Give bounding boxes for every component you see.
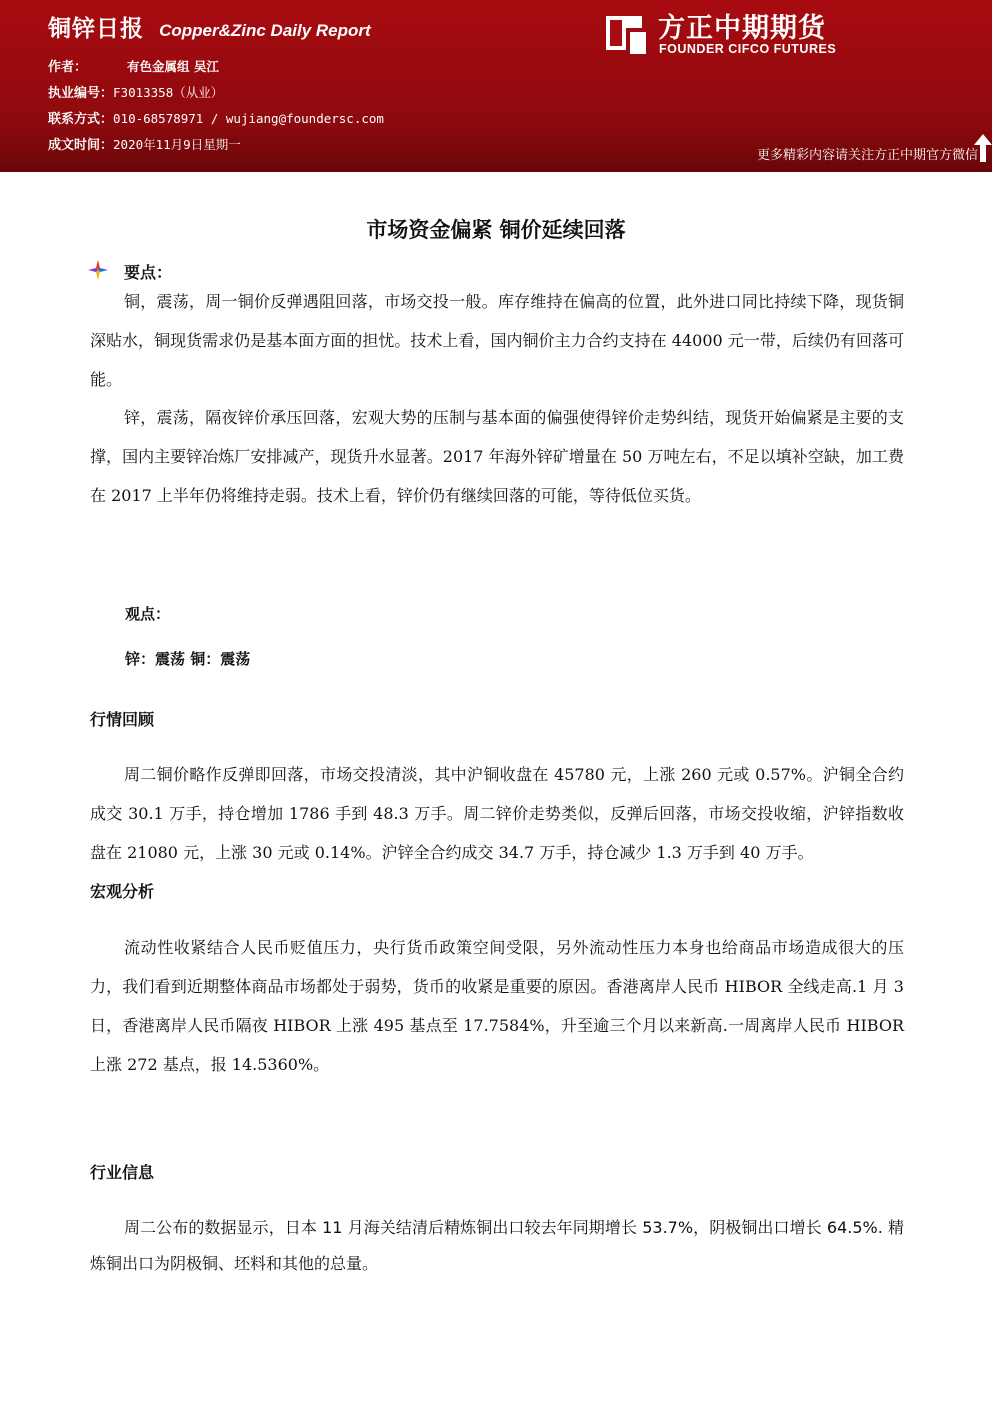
up-arrow-icon[interactable] xyxy=(974,134,992,162)
macro-text: 流动性收紧结合人民币贬值压力，央行货币政策空间受限，另外流动性压力本身也给商品市场造成很大的压力，我们看到近期整体商品市场都处于弱势，货币的收紧是重要的原因。香港离岸人民币 HIBOR 全线走高.1 月 3 日，香港离岸人民币隔夜 HIBOR 上涨 495 基点至 17.7584%，升至逾三个月以来新高.一周离岸人民币 HIBOR 上涨 272 基点，报 14.5360%。 xyxy=(90,938,904,1074)
follow-wechat-text: 更多精彩内容请关注方正中期官方微信 xyxy=(756,148,978,163)
title-en: Copper&Zinc Daily Report xyxy=(159,21,371,40)
company-logo xyxy=(602,8,862,58)
logo-name-cn: 方正中期期货 xyxy=(658,13,826,44)
macro-heading: 宏观分析 xyxy=(90,882,155,901)
contact-label: 联系方式： xyxy=(48,112,114,127)
report-title: 市场资金偏紧 铜价延续回落 xyxy=(366,218,626,242)
market-review-text: 周二铜价略作反弹即回落，市场交投清淡，其中沪铜收盘在 45780 元，上涨 260 元或 0.57%。沪铜全合约成交 30.1 万手，持仓增加 1786 手到 48.3 万手。周二锌价走势类似，反弹后回落，市场交投收缩，沪锌指数收盘在 21080 元，上涨 30 元或 0.14%。沪锌全合约成交 34.7 万手，持仓减少 1.3 万手到 40 万手。 xyxy=(90,765,904,862)
logo-name-en: FOUNDER CIFCO FUTURES xyxy=(659,42,837,56)
contact-row xyxy=(48,108,384,127)
industry-heading: 行业信息 xyxy=(90,1163,155,1182)
contact-value[interactable]: 010-68578971 / wujiang@foundersc.com xyxy=(113,111,384,126)
zinc-paragraph: 锌，震荡，隔夜锌价承压回落，宏观大势的压制与基本面的偏强使得锌价走势纠结，现货开始偏紧是主要的支撑，国内主要锌冶炼厂安排减产，现货升水显著。2017 年海外锌矿增量在 50 万吨左右，不足以填补空缺，加工费在 2017 上半年仍将维持走弱。技术上看，锌价仍有继续回落的可能，等待低位买货。 xyxy=(90,408,904,505)
license-row xyxy=(48,82,223,101)
author-label: 作者： xyxy=(48,60,88,75)
view-value: 锌：震荡 铜：震荡 xyxy=(125,650,251,668)
report-series-title xyxy=(48,10,371,43)
view-label: 观点： xyxy=(125,605,171,623)
four-color-bullet-icon xyxy=(88,260,108,280)
license-value: F3013358（从业） xyxy=(113,85,224,100)
report-header xyxy=(0,0,992,172)
industry-text: 周二公布的数据显示，日本 11 月海关结清后精炼铜出口较去年同期增长 53.7%，阴极铜出口增长 64.5%. 精炼铜出口为阴极铜、坯料和其他的总量。 xyxy=(90,1218,904,1273)
date-label: 成文时间： xyxy=(48,138,114,153)
author-value: 有色金属组 吴江 xyxy=(127,59,219,74)
date-row xyxy=(48,134,241,153)
date-value: 2020年11月9日星期一 xyxy=(113,137,241,152)
author-row xyxy=(48,56,219,75)
license-label: 执业编号： xyxy=(48,86,114,101)
founder-logo-icon xyxy=(602,8,650,56)
key-points-label: 要点： xyxy=(124,263,173,282)
copper-paragraph: 铜，震荡，周一铜价反弹遇阻回落，市场交投一般。库存维持在偏高的位置，此外进口同比持续下降，现货铜深贴水，铜现货需求仍是基本面方面的担忧。技术上看，国内铜价主力合约支持在 44000 元一带，后续仍有回落可能。 xyxy=(90,292,904,389)
title-cn: 铜锌日报 xyxy=(48,16,144,42)
market-review-heading: 行情回顾 xyxy=(90,710,155,729)
